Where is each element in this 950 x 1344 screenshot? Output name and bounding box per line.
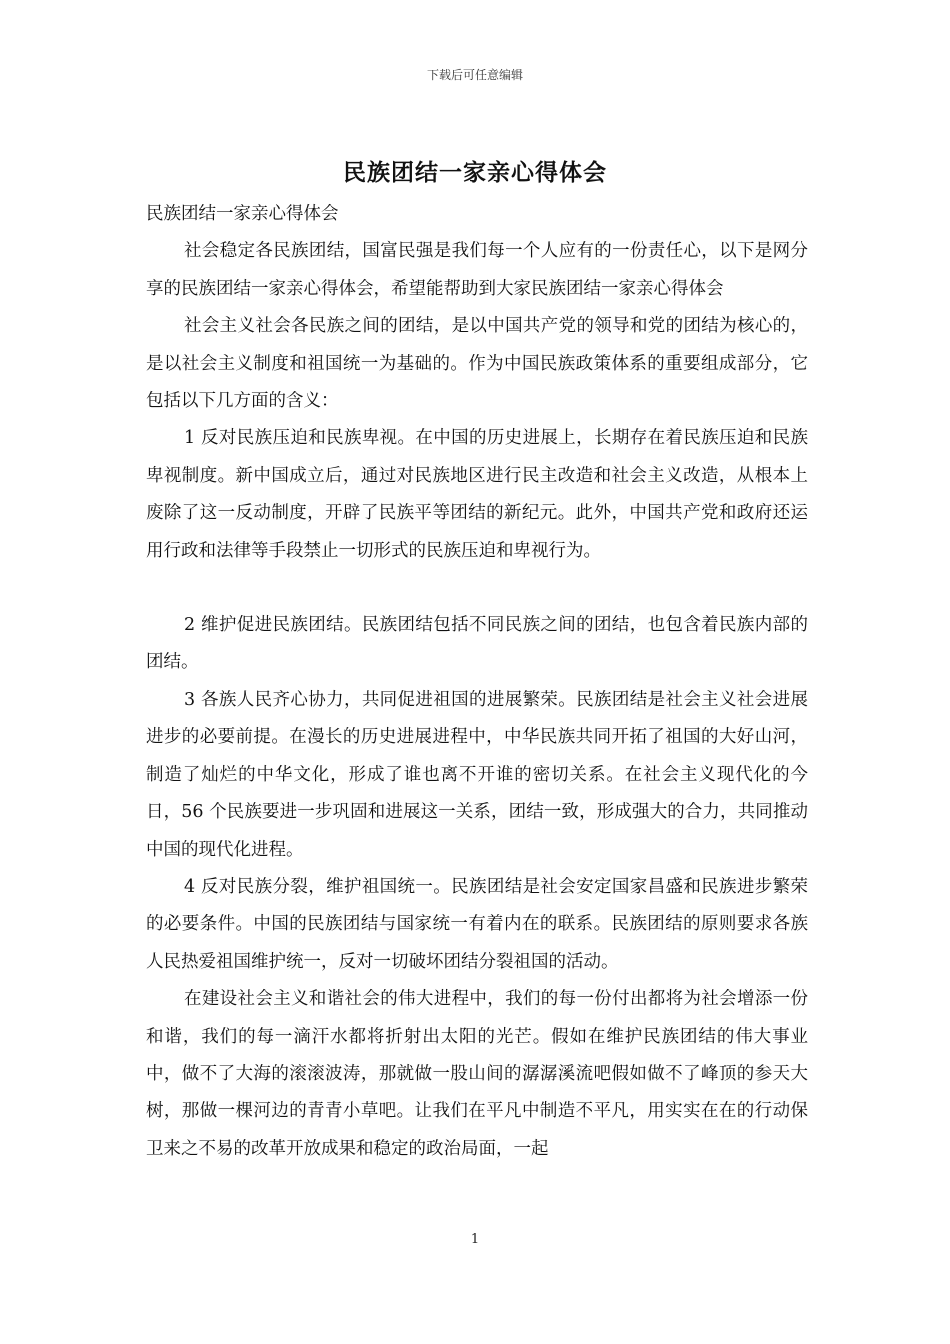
point-2-paragraph: 2 维护促进民族团结。民族团结包括不同民族之间的团结，也包含着民族内部的团结。 bbox=[146, 615, 808, 673]
document-body bbox=[146, 196, 808, 1168]
point-1-paragraph: 1 反对民族压迫和民族卑视。在中国的历史进展上，长期存在着民族压迫和民族卑视制度。新中国成立后，通过对民族地区进行民主改造和社会主义改造，从根本上废除了这一反动制度，开辟了民族平等团结的新纪元。此外，中国共产党和政府还运用行政和法律等手段禁止一切形式的民族压迫和卑视行为。 bbox=[146, 428, 808, 561]
body-paragraph: 社会主义社会各民族之间的团结，是以中国共产党的领导和党的团结为核心的，是以社会主义制度和祖国统一为基础的。作为中国民族政策体系的重要组成部分，它包括以下几方面的含义： bbox=[146, 316, 808, 412]
point-4-paragraph: 4 反对民族分裂，维护祖国统一。民族团结是社会安定国家昌盛和民族进步繁荣的必要条件。中国的民族团结与国家统一有着内在的联系。民族团结的原则要求各族人民热爱祖国维护统一，反对一切破坏团结分裂祖国的活动。 bbox=[146, 876, 808, 972]
point-3-paragraph: 3 各族人民齐心协力，共同促进祖国的进展繁荣。民族团结是社会主义社会进展进步的必要前提。在漫长的历史进展进程中，中华民族共同开拓了祖国的大好山河，制造了灿烂的中华文化，形成了谁也离不开谁的密切关系。在社会主义现代化的今日，56 个民族要进一步巩固和进展这一关系，团结一致，形成强大的合力，共同推动中国的现代化进程。 bbox=[146, 689, 808, 860]
page-number: 1 bbox=[470, 1232, 480, 1247]
subtitle-paragraph: 民族团结一家亲心得体会 bbox=[146, 204, 339, 224]
closing-paragraph: 在建设社会主义和谐社会的伟大进程中，我们的每一份付出都将为社会增添一份和谐，我们的每一滴汗水都将折射出太阳的光芒。假如在维护民族团结的伟大事业中，做不了大海的滚滚波涛，那就做一股山间的潺潺溪流吧假如做不了峰顶的参天大树，那做一棵河边的青青小草吧。让我们在平凡中制造不平凡，用实实在在的行动保卫来之不易的改革开放成果和稳定的政治局面，一起 bbox=[146, 989, 808, 1159]
intro-paragraph: 社会稳定各民族团结，国富民强是我们每一个人应有的一份责任心，以下是网分享的民族团结一家亲心得体会，希望能帮助到大家民族团结一家亲心得体会 bbox=[146, 241, 808, 299]
document-title: 民族团结一家亲心得体会 bbox=[343, 159, 607, 186]
page-header-note: 下载后可任意编辑 bbox=[426, 68, 523, 82]
